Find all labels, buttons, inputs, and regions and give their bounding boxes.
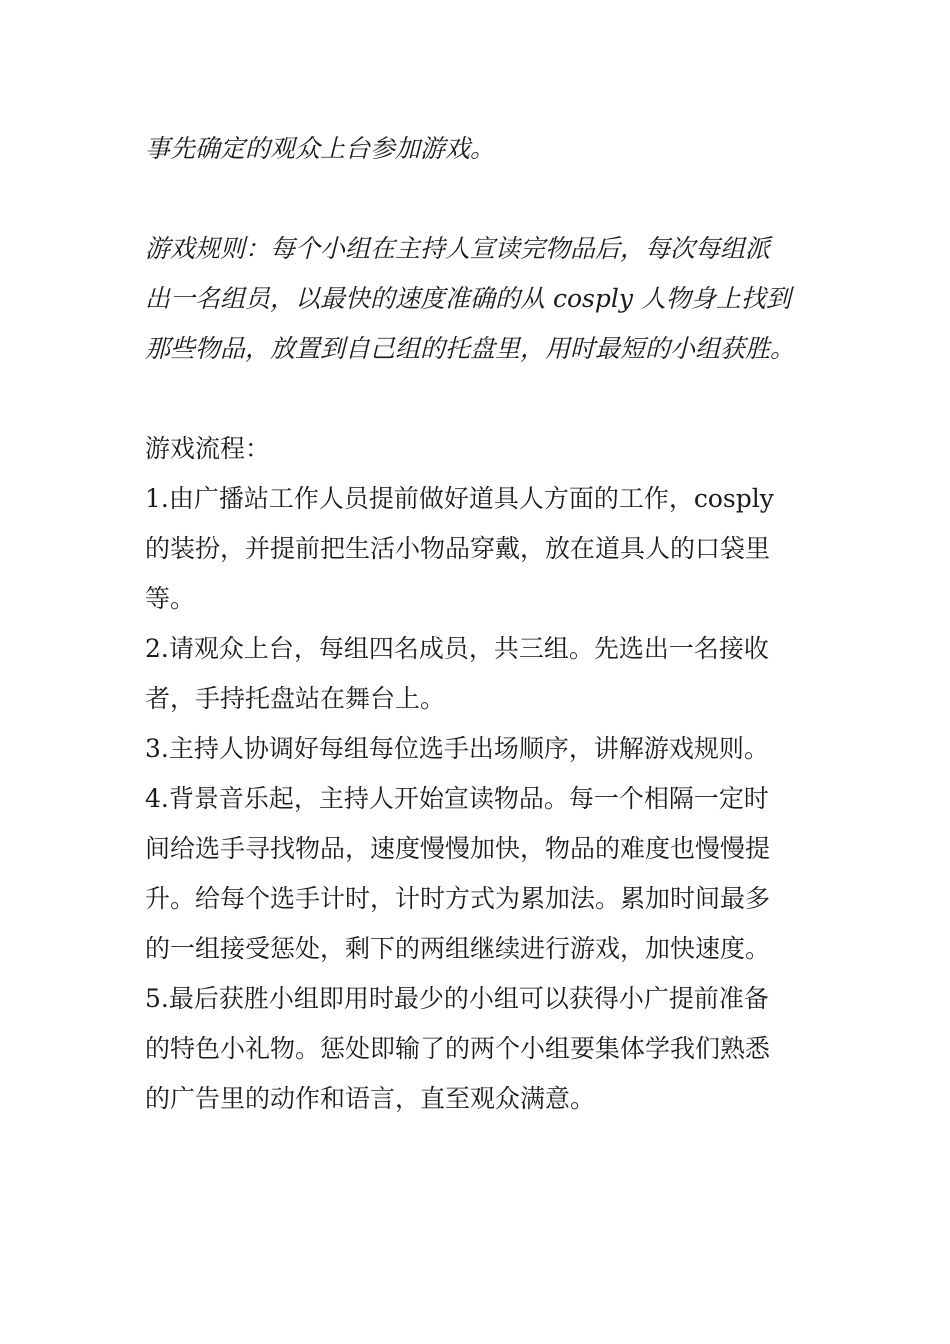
process-line-11: 5.最后获胜小组即用时最少的小组可以获得小广提前准备	[145, 984, 769, 1013]
process-line-1: 1.由广播站工作人员提前做好道具人方面的工作，cosply	[145, 484, 774, 513]
rules-line-2: 出一名组员，以最快的速度准确的从 cosply 人物身上找到	[145, 284, 791, 313]
process-line-2: 的装扮，并提前把生活小物品穿戴，放在道具人的口袋里	[145, 534, 771, 563]
intro-line: 事先确定的观众上台参加游戏。	[145, 134, 496, 163]
process-line-10: 的一组接受惩处，剩下的两组继续进行游戏，加快速度。	[145, 934, 771, 963]
rules-line-3: 那些物品，放置到自己组的托盘里，用时最短的小组获胜。	[145, 334, 796, 363]
process-line-5: 者，手持托盘站在舞台上。	[145, 684, 446, 713]
process-line-12: 的特色小礼物。惩处即输了的两个小组要集体学我们熟悉	[145, 1034, 771, 1063]
rules-line-1: 游戏规则：每个小组在主持人宣读完物品后，每次每组派	[145, 234, 771, 263]
process-line-7: 4.背景音乐起，主持人开始宣读物品。每一个相隔一定时	[145, 784, 769, 813]
process-line-4: 2.请观众上台，每组四名成员，共三组。先选出一名接收	[145, 634, 769, 663]
process-line-9: 升。给每个选手计时，计时方式为累加法。累加时间最多	[145, 884, 771, 913]
process-line-6: 3.主持人协调好每组每位选手出场顺序，讲解游戏规则。	[145, 734, 769, 763]
process-line-13: 的广告里的动作和语言，直至观众满意。	[145, 1084, 596, 1113]
process-heading: 游戏流程：	[145, 434, 271, 463]
process-line-8: 间给选手寻找物品，速度慢慢加快，物品的难度也慢慢提	[145, 834, 771, 863]
process-line-3: 等。	[145, 584, 196, 613]
